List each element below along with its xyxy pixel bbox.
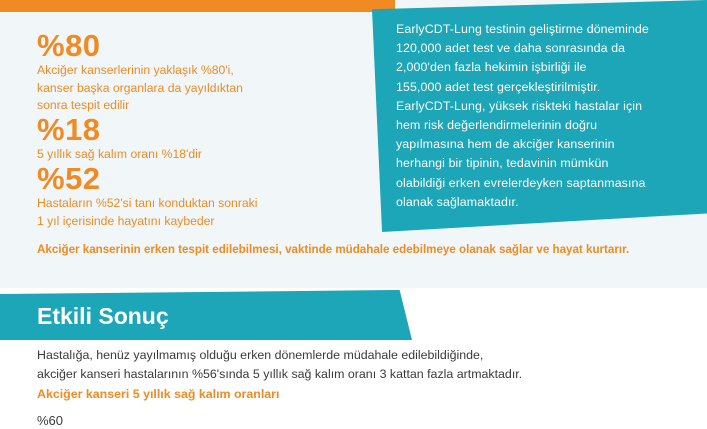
stat-number: %18 [37,112,101,147]
info-line: 2,000'den fazla hekimin işbirliği ile [396,60,587,75]
stat-desc-line: kanser başka organlara da yayıldıktan [37,80,243,95]
stat-desc-line: 5 yıllık sağ kalım oranı %18'dir [37,147,202,161]
info-line: 120,000 adet test ve daha sonrasında da [396,41,626,56]
section-title: Etkili Sonuç [37,303,169,329]
stat-desc-line: Hastaların %52'si tanı konduktan sonraki [37,196,258,210]
stat-18 [37,114,202,164]
stat-80 [37,30,243,115]
info-box-text [396,20,696,212]
stat-desc-line: Akciğer kanserlerinin yaklaşık %80'i, [37,63,234,77]
info-line: EarlyCDT-Lung, yüksek riskteki hastalar için [396,98,643,113]
info-line: 155,000 adet test gerçekleştirilmiştir. [396,79,601,94]
survival-rates-subheading: Akciğer kanseri 5 yıllık sağ kalım oranları [37,387,280,401]
stat-desc-line: sonra tespit edilir [37,98,130,113]
info-line: yapılmasına hem de akciğer kanserinin [396,137,615,152]
stat-description [37,62,243,115]
body-line: Hastalığa, henüz yayılmamış olduğu erken dönemlerde müdahale edilebildiğinde, [37,348,484,362]
body-line: akciğer kanseri hastalarının %56'sında 5 yıllık sağ kalım oranı 3 kattan fazla artmaktadır. [37,366,523,381]
orange-header-strip [0,0,395,12]
info-line: EarlyCDT-Lung testinin geliştirme döneminde [396,22,649,36]
stat-52 [37,163,257,230]
info-line: hem risk değerlendirmelerinin doğru [396,118,598,133]
stat-number: %80 [37,28,101,63]
section-body [37,346,522,383]
stat-desc-line: 1 yıl içerisinde hayatını kaybeder [37,213,215,228]
stat-description [37,195,257,230]
info-line: olanak sağlamaktadır. [396,194,519,209]
info-line: olabildiği erken evrelerdeyken saptanmasına [396,175,646,190]
stat-number: %52 [37,161,101,196]
info-line: herhangi bir tipinin, tedavinin mümkün [396,156,609,171]
early-detection-banner: Akciğer kanserinin erken tespit edilebilmesi, vaktinde müdahale edebilmeye olanak sağlar ve hayat kurtarır. [37,243,630,256]
survival-rate-value: %60 [37,413,64,428]
